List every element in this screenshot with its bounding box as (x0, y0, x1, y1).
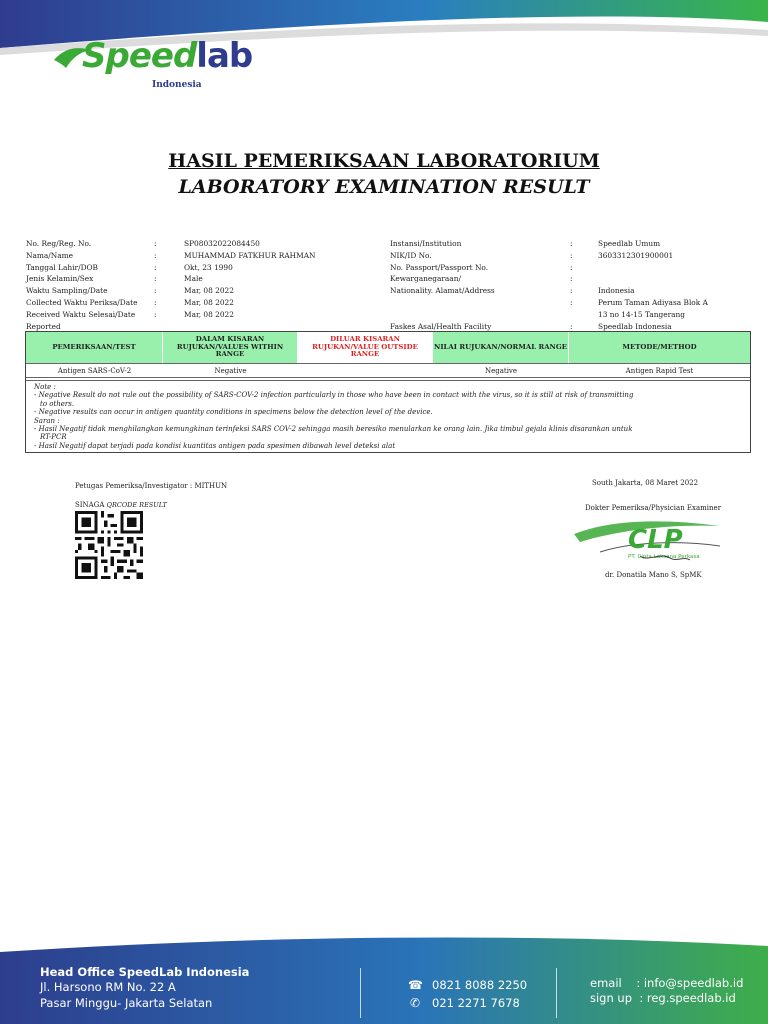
note-line: - Negative results can occur in antigen quantity conditions in specimens below the detection level of the device. (34, 408, 433, 417)
qr-label: QRCODE RESULT (106, 501, 167, 509)
colon: : (154, 262, 157, 272)
saran-line: RT-PCR (40, 433, 67, 442)
footer-phones (408, 976, 527, 1012)
info-label: Nama/Name (26, 250, 74, 260)
page-title-en: LABORATORY EXAMINATION RESULT (178, 176, 590, 198)
info-label: Received Waktu Selesai/Date (26, 309, 136, 319)
info-label: Kewarganegaraan/ (390, 274, 461, 284)
qr-code-icon[interactable] (73, 511, 145, 579)
info-label (390, 297, 570, 309)
phone-row (408, 994, 527, 1012)
notes-block (26, 381, 750, 452)
colon: : (570, 274, 573, 284)
header-within-range: DALAM KISARAN RUJUKAN/VALUES WITHIN RANGE (163, 332, 298, 363)
sex-value: Male (184, 274, 203, 284)
info-label: Waktu Sampling/Date (26, 286, 108, 296)
country-value: Indonesia (598, 286, 635, 296)
address-line-1: Perum Taman Adiyasa Blok A (598, 297, 708, 307)
colon: : (154, 297, 157, 307)
info-label: NIK/ID No. (390, 250, 432, 260)
investigator-surname (75, 501, 167, 509)
cell-normal-range: Negative (484, 366, 518, 375)
examiner-label: Dokter Pemeriksa/Physician Examiner (585, 504, 722, 512)
info-label: No. Passport/Passport No. (390, 262, 489, 272)
info-row (26, 262, 371, 274)
phone-row (408, 976, 527, 994)
signature-area (35, 462, 733, 662)
info-row (390, 297, 735, 309)
info-label: Faskes Asal/Health Facility (390, 321, 492, 331)
info-row (26, 273, 371, 285)
signature-date: South Jakarta, 08 Maret 2022 (592, 479, 699, 487)
saran-line: - Hasil Negatif dapat terjadi pada kondisi kuantitas antigen pada spesimen dibawah level deteksi alat (34, 441, 396, 450)
info-label: Reported (26, 321, 61, 331)
info-row (26, 250, 371, 262)
stamp-text: CLP (628, 525, 683, 555)
info-row (26, 309, 371, 321)
patient-info-right (390, 238, 735, 344)
check-date-value: Mar, 08 2022 (184, 297, 234, 307)
institution-value: Speedlab Umum (598, 239, 661, 248)
logo-subtitle: Indonesia (152, 80, 202, 90)
dob-value: Okt, 23 1990 (184, 262, 233, 272)
footer-signup[interactable]: sign up : reg.speedlab.id (590, 991, 736, 1005)
page-title-id: HASIL PEMERIKSAAN LABORATORIUM (168, 150, 600, 172)
phone-whatsapp[interactable]: 0821 8088 2250 (432, 978, 528, 992)
passport-value (598, 262, 735, 274)
logo-wordmark (82, 36, 252, 76)
footer-divider (360, 968, 361, 1018)
info-row (390, 273, 735, 285)
phone-office[interactable]: 021 2271 7678 (432, 996, 520, 1010)
finish-date-value: Mar, 08 2022 (184, 309, 234, 319)
footer-email[interactable]: email : info@speedlab.id (590, 976, 744, 990)
info-row (390, 285, 735, 297)
footer-address (40, 965, 249, 1011)
sampling-date-value: Mar, 08 2022 (184, 286, 234, 296)
nationality-value (598, 273, 735, 285)
cell-outside-range (298, 364, 433, 377)
colon: : (570, 262, 573, 272)
nik-value: 3603312301900001 (598, 250, 674, 260)
note-label: Note : (34, 383, 56, 391)
investigator-label: Petugas Pemeriksa/Investigator : MITHUN (75, 482, 228, 490)
colon: : (570, 250, 573, 260)
health-facility-value: Speedlab Indonesia (598, 321, 672, 331)
result-table (25, 331, 751, 453)
footer-divider (556, 968, 557, 1018)
info-row (26, 285, 371, 297)
footer-address-line-2: Pasar Minggu- Jakarta Selatan (40, 996, 213, 1010)
address-line-2: 13 no 14-15 Tangerang (598, 309, 686, 319)
speedlab-logo (52, 30, 252, 100)
info-label: Nationality. Alamat/Address (390, 286, 495, 296)
info-row (390, 309, 735, 321)
footer-heading: Head Office SpeedLab Indonesia (40, 965, 250, 979)
info-row (390, 250, 735, 262)
info-label: Collected Waktu Periksa/Date (26, 297, 138, 307)
info-label: No. Reg/Reg. No. (26, 239, 92, 248)
colon: : (154, 239, 157, 248)
logo-text-speed: Speed (82, 36, 197, 76)
info-label: Instansi/Institution (390, 239, 462, 248)
footer-address-line-1: Jl. Harsono RM No. 22 A (40, 980, 176, 994)
name-value: MUHAMMAD FATKHUR RAHMAN (184, 250, 316, 260)
header-test: PEMERIKSAAN/TEST (26, 332, 163, 363)
colon: : (154, 309, 157, 319)
note-line: to others. (40, 399, 75, 408)
saran-label: Saran : (34, 416, 60, 425)
colon: : (570, 239, 573, 248)
cell-method: Antigen Rapid Test (625, 366, 694, 375)
info-row (26, 297, 371, 309)
footer-content (0, 930, 768, 1024)
info-row (390, 238, 735, 250)
colon (570, 309, 598, 321)
whatsapp-icon: ☎ (408, 978, 423, 992)
header-outside-range: DILUAR KISARAN RUJUKAN/VALUE OUTSIDE RANGE (298, 332, 433, 363)
note-line: - Negative Result do not rule out the possibility of SARS-COV-2 infection particularly in those who have been in contact with the virus, so it is still at risk of transmitting (34, 391, 634, 400)
info-label (390, 309, 570, 321)
colon: : (154, 274, 157, 284)
cell-within-range: Negative (214, 366, 247, 375)
colon: : (154, 286, 157, 296)
header-method: METODE/METHOD (622, 342, 697, 351)
colon: : (570, 297, 573, 307)
surname-text: SINAGA (75, 501, 105, 509)
info-label: Jenis Kelamin/Sex (26, 274, 94, 284)
info-label: Tanggal Lahir/DOB (26, 262, 98, 272)
header-normal-range: NILAI RUJUKAN/NORMAL RANGE (433, 332, 569, 363)
stamp-subtext: PT. Cipta Laksana Perkasa (628, 554, 700, 560)
clp-stamp-logo (570, 512, 730, 568)
info-row (26, 238, 371, 250)
colon: : (570, 286, 573, 296)
doctor-name: dr. Donatila Mano S, SpMK (605, 571, 702, 579)
colon: : (570, 321, 573, 331)
phone-icon: ✆ (409, 996, 421, 1010)
table-header (26, 332, 750, 364)
patient-info-left (26, 238, 371, 332)
cell-test: Antigen SARS-CoV-2 (57, 366, 132, 375)
colon: : (154, 250, 157, 260)
footer-contacts (590, 976, 743, 1006)
table-row (26, 364, 750, 378)
saran-line: - Hasil Negatif tidak menghilangkan kemungkinan terinfeksi SARS COV-2 sehingga masih beresiko menularkan ke orang lain. Jika timbul gejala klinis disarankan untuk (34, 425, 633, 434)
reg-no-value: SP08032022084450 (184, 239, 260, 248)
logo-text-lab: lab (196, 36, 253, 76)
info-row (390, 262, 735, 274)
